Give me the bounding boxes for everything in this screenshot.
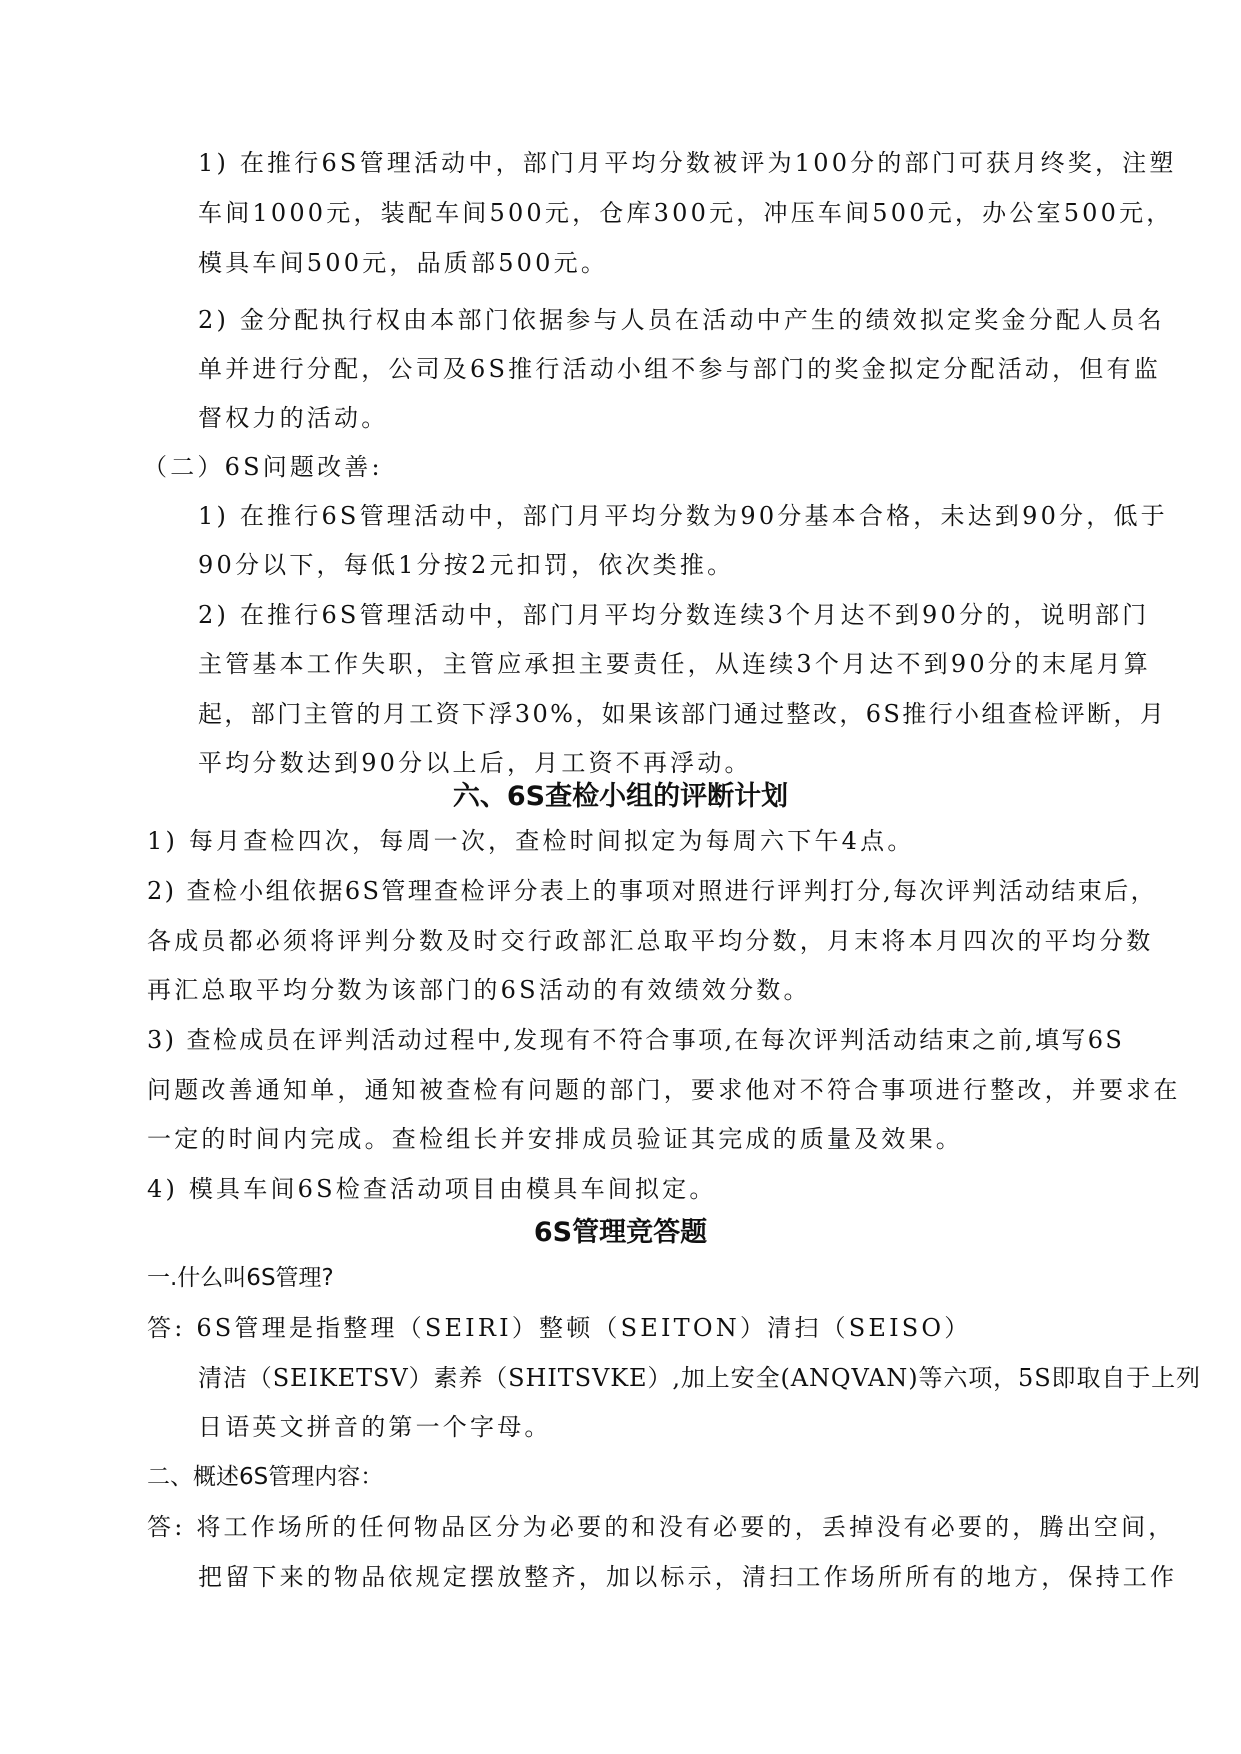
quiz-q2-question: 二、概述6S管理内容：	[147, 1464, 384, 1490]
improvement-item2-line3: 起，部门主管的月工资下浮30%，如果该部门通过整改，6S推行小组查检评断，月	[198, 700, 1167, 728]
improvement-item1-line1: 1) 在推行6S管理活动中，部门月平均分数为90分基本合格，未达到90分，低于	[198, 502, 1168, 530]
quiz-q1-answer-line3: 日语英文拼音的第一个字母。	[198, 1413, 552, 1441]
section6-heading: 六、6S查检小组的评断计划	[452, 781, 789, 812]
quiz-q2-answer-line2: 把留下来的物品依规定摆放整齐，加以标示，清扫工作场所所有的地方，保持工作	[198, 1563, 1178, 1591]
section6-item3-line1: 3) 查检成员在评判活动过程中,发现有不符合事项,在每次评判活动结束之前,填写6S	[147, 1026, 1125, 1054]
reward-item2-line1: 2) 金分配执行权由本部门依据参与人员在活动中产生的绩效拟定奖金分配人员名	[198, 306, 1165, 334]
improvement-item1-line2: 90分以下，每低1分按2元扣罚，依次类推。	[198, 551, 735, 579]
section6-item2-line3: 再汇总取平均分数为该部门的6S活动的有效绩效分数。	[147, 976, 811, 1004]
section6-item1: 1) 每月查检四次，每周一次，查检时间拟定为每周六下午4点。	[147, 827, 915, 855]
reward-item1-line3: 模具车间500元，品质部500元。	[198, 249, 609, 277]
improvement-item2-line2: 主管基本工作失职，主管应承担主要责任，从连续3个月达不到90分的末尾月算	[198, 650, 1152, 678]
section6-item3-line2: 问题改善通知单，通知被查检有问题的部门，要求他对不符合事项进行整改，并要求在	[147, 1076, 1181, 1104]
section6-item4: 4) 模具车间6S检查活动项目由模具车间拟定。	[147, 1175, 717, 1203]
reward-item1-line2: 车间1000元，装配车间500元，仓库300元，冲压车间500元，办公室500元，	[198, 199, 1174, 227]
section6-item3-line3: 一定的时间内完成。查检组长并安排成员验证其完成的质量及效果。	[147, 1125, 963, 1153]
reward-item2-line3: 督权力的活动。	[198, 404, 389, 432]
reward-item1-line1: 1) 在推行6S管理活动中，部门月平均分数被评为100分的部门可获月终奖，注塑	[198, 149, 1177, 177]
quiz-q1-answer-line2: 清洁（SEIKETSV）素养（SHITSVKE）,加上安全(ANQVAN)等六项，5S即取自于上列	[198, 1364, 1201, 1392]
section6-item2-line2: 各成员都必须将评判分数及时交行政部汇总取平均分数，月末将本月四次的平均分数	[147, 927, 1154, 955]
section6-item2-line1: 2) 查检小组依据6S管理查检评分表上的事项对照进行评判打分,每次评判活动结束后，	[147, 877, 1157, 905]
quiz-q2-answer-line1: 答: 将工作场所的任何物品区分为必要的和没有必要的，丢掉没有必要的，腾出空间，	[147, 1513, 1176, 1541]
improvement-item2-line4: 平均分数达到90分以上后，月工资不再浮动。	[198, 749, 752, 777]
quiz-q1-answer-line1: 答: 6S管理是指整理（SEIRI）整顿（SEITON）清扫（SEISO）	[147, 1314, 972, 1342]
quiz-heading: 6S管理竞答题	[533, 1217, 708, 1248]
improvement-title: （二）6S问题改善:	[143, 453, 383, 481]
quiz-q1-question: 一.什么叫6S管理?	[147, 1265, 334, 1291]
improvement-item2-line1: 2) 在推行6S管理活动中，部门月平均分数连续3个月达不到90分的，说明部门	[198, 601, 1150, 629]
reward-item2-line2: 单并进行分配，公司及6S推行活动小组不参与部门的奖金拟定分配活动，但有监	[198, 355, 1161, 383]
